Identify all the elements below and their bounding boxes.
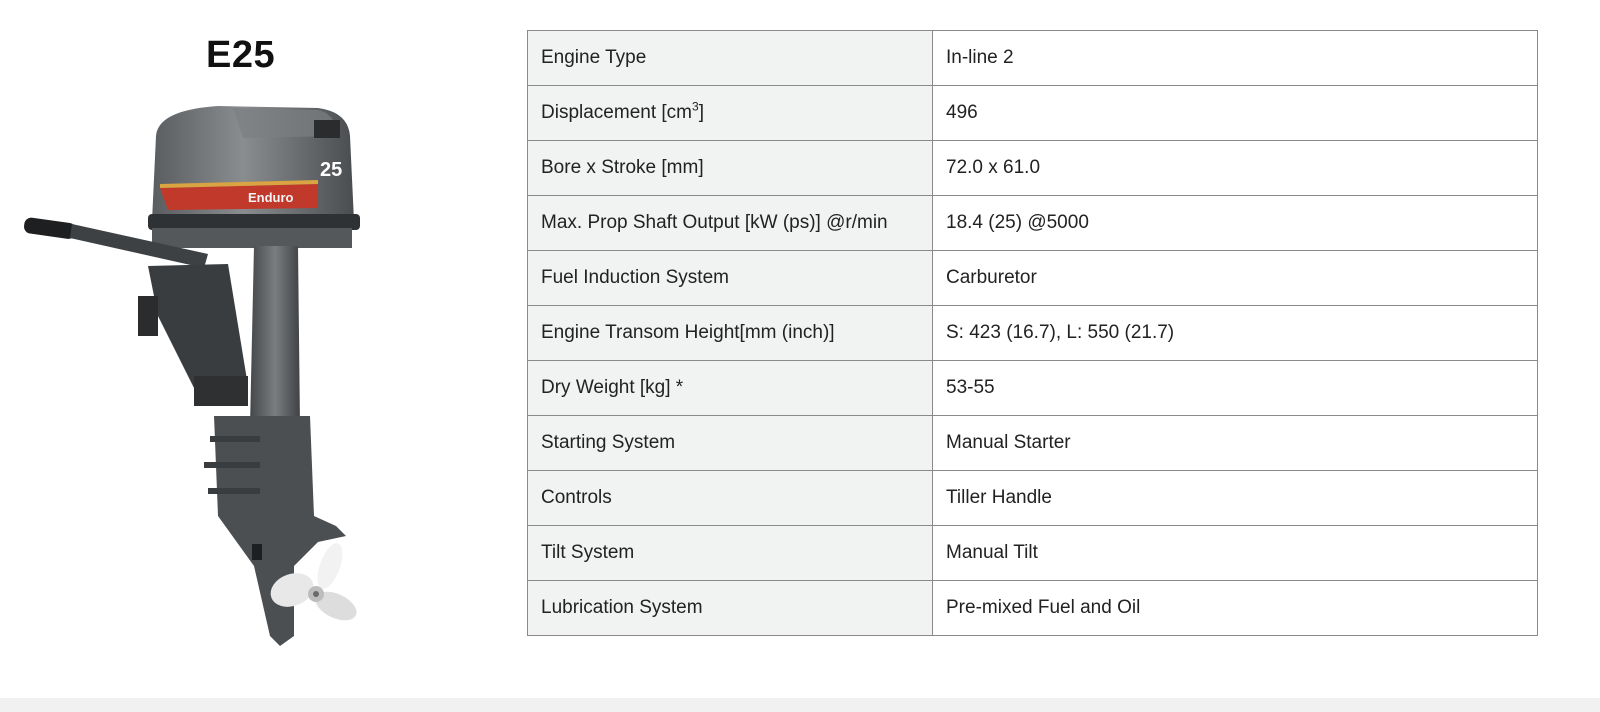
spec-value: Carburetor (933, 251, 1538, 306)
table-row (528, 581, 1538, 636)
spec-value: Manual Starter (933, 416, 1538, 471)
table-row (528, 196, 1538, 251)
brand-decal-stripe (160, 184, 318, 210)
tiller-handle (23, 217, 77, 240)
spec-label-superscript: 3 (692, 99, 699, 114)
spec-label-suffix: ] (698, 102, 704, 123)
spec-value: Manual Tilt (933, 526, 1538, 581)
spec-value: In-line 2 (933, 31, 1538, 86)
spec-label: Engine Transom Height[mm (inch)] (528, 306, 933, 361)
spec-value: 53-55 (933, 361, 1538, 416)
spec-value: 72.0 x 61.0 (933, 141, 1538, 196)
spec-value: 18.4 (25) @5000 (933, 196, 1538, 251)
spec-label: Controls (528, 471, 933, 526)
table-row (528, 526, 1538, 581)
spec-label: Starting System (528, 416, 933, 471)
spec-value: Pre-mixed Fuel and Oil (933, 581, 1538, 636)
spec-label: Lubrication System (528, 581, 933, 636)
table-row (528, 361, 1538, 416)
spec-value: Tiller Handle (933, 471, 1538, 526)
spec-label: Dry Weight [kg] * (528, 361, 933, 416)
spec-value: 496 (933, 86, 1538, 141)
spec-label (528, 86, 933, 141)
table-row (528, 31, 1538, 86)
spec-label-text: Displacement [cm (541, 102, 692, 123)
spec-label: Max. Prop Shaft Output [kW (ps)] @r/min (528, 196, 933, 251)
table-row (528, 86, 1538, 141)
table-row (528, 471, 1538, 526)
spec-label: Fuel Induction System (528, 251, 933, 306)
spec-label: Bore x Stroke [mm] (528, 141, 933, 196)
spec-value: S: 423 (16.7), L: 550 (21.7) (933, 306, 1538, 361)
table-row (528, 416, 1538, 471)
spec-table (527, 30, 1538, 636)
table-row (528, 141, 1538, 196)
spec-label: Engine Type (528, 31, 933, 86)
outboard-motor-image (18, 96, 378, 666)
cowl-number: 25 (320, 159, 343, 181)
brand-decal: Enduro (248, 190, 294, 205)
table-row (528, 306, 1538, 361)
bottom-band (0, 698, 1600, 712)
table-row (528, 251, 1538, 306)
model-title: E25 (206, 34, 276, 76)
spec-label: Tilt System (528, 526, 933, 581)
